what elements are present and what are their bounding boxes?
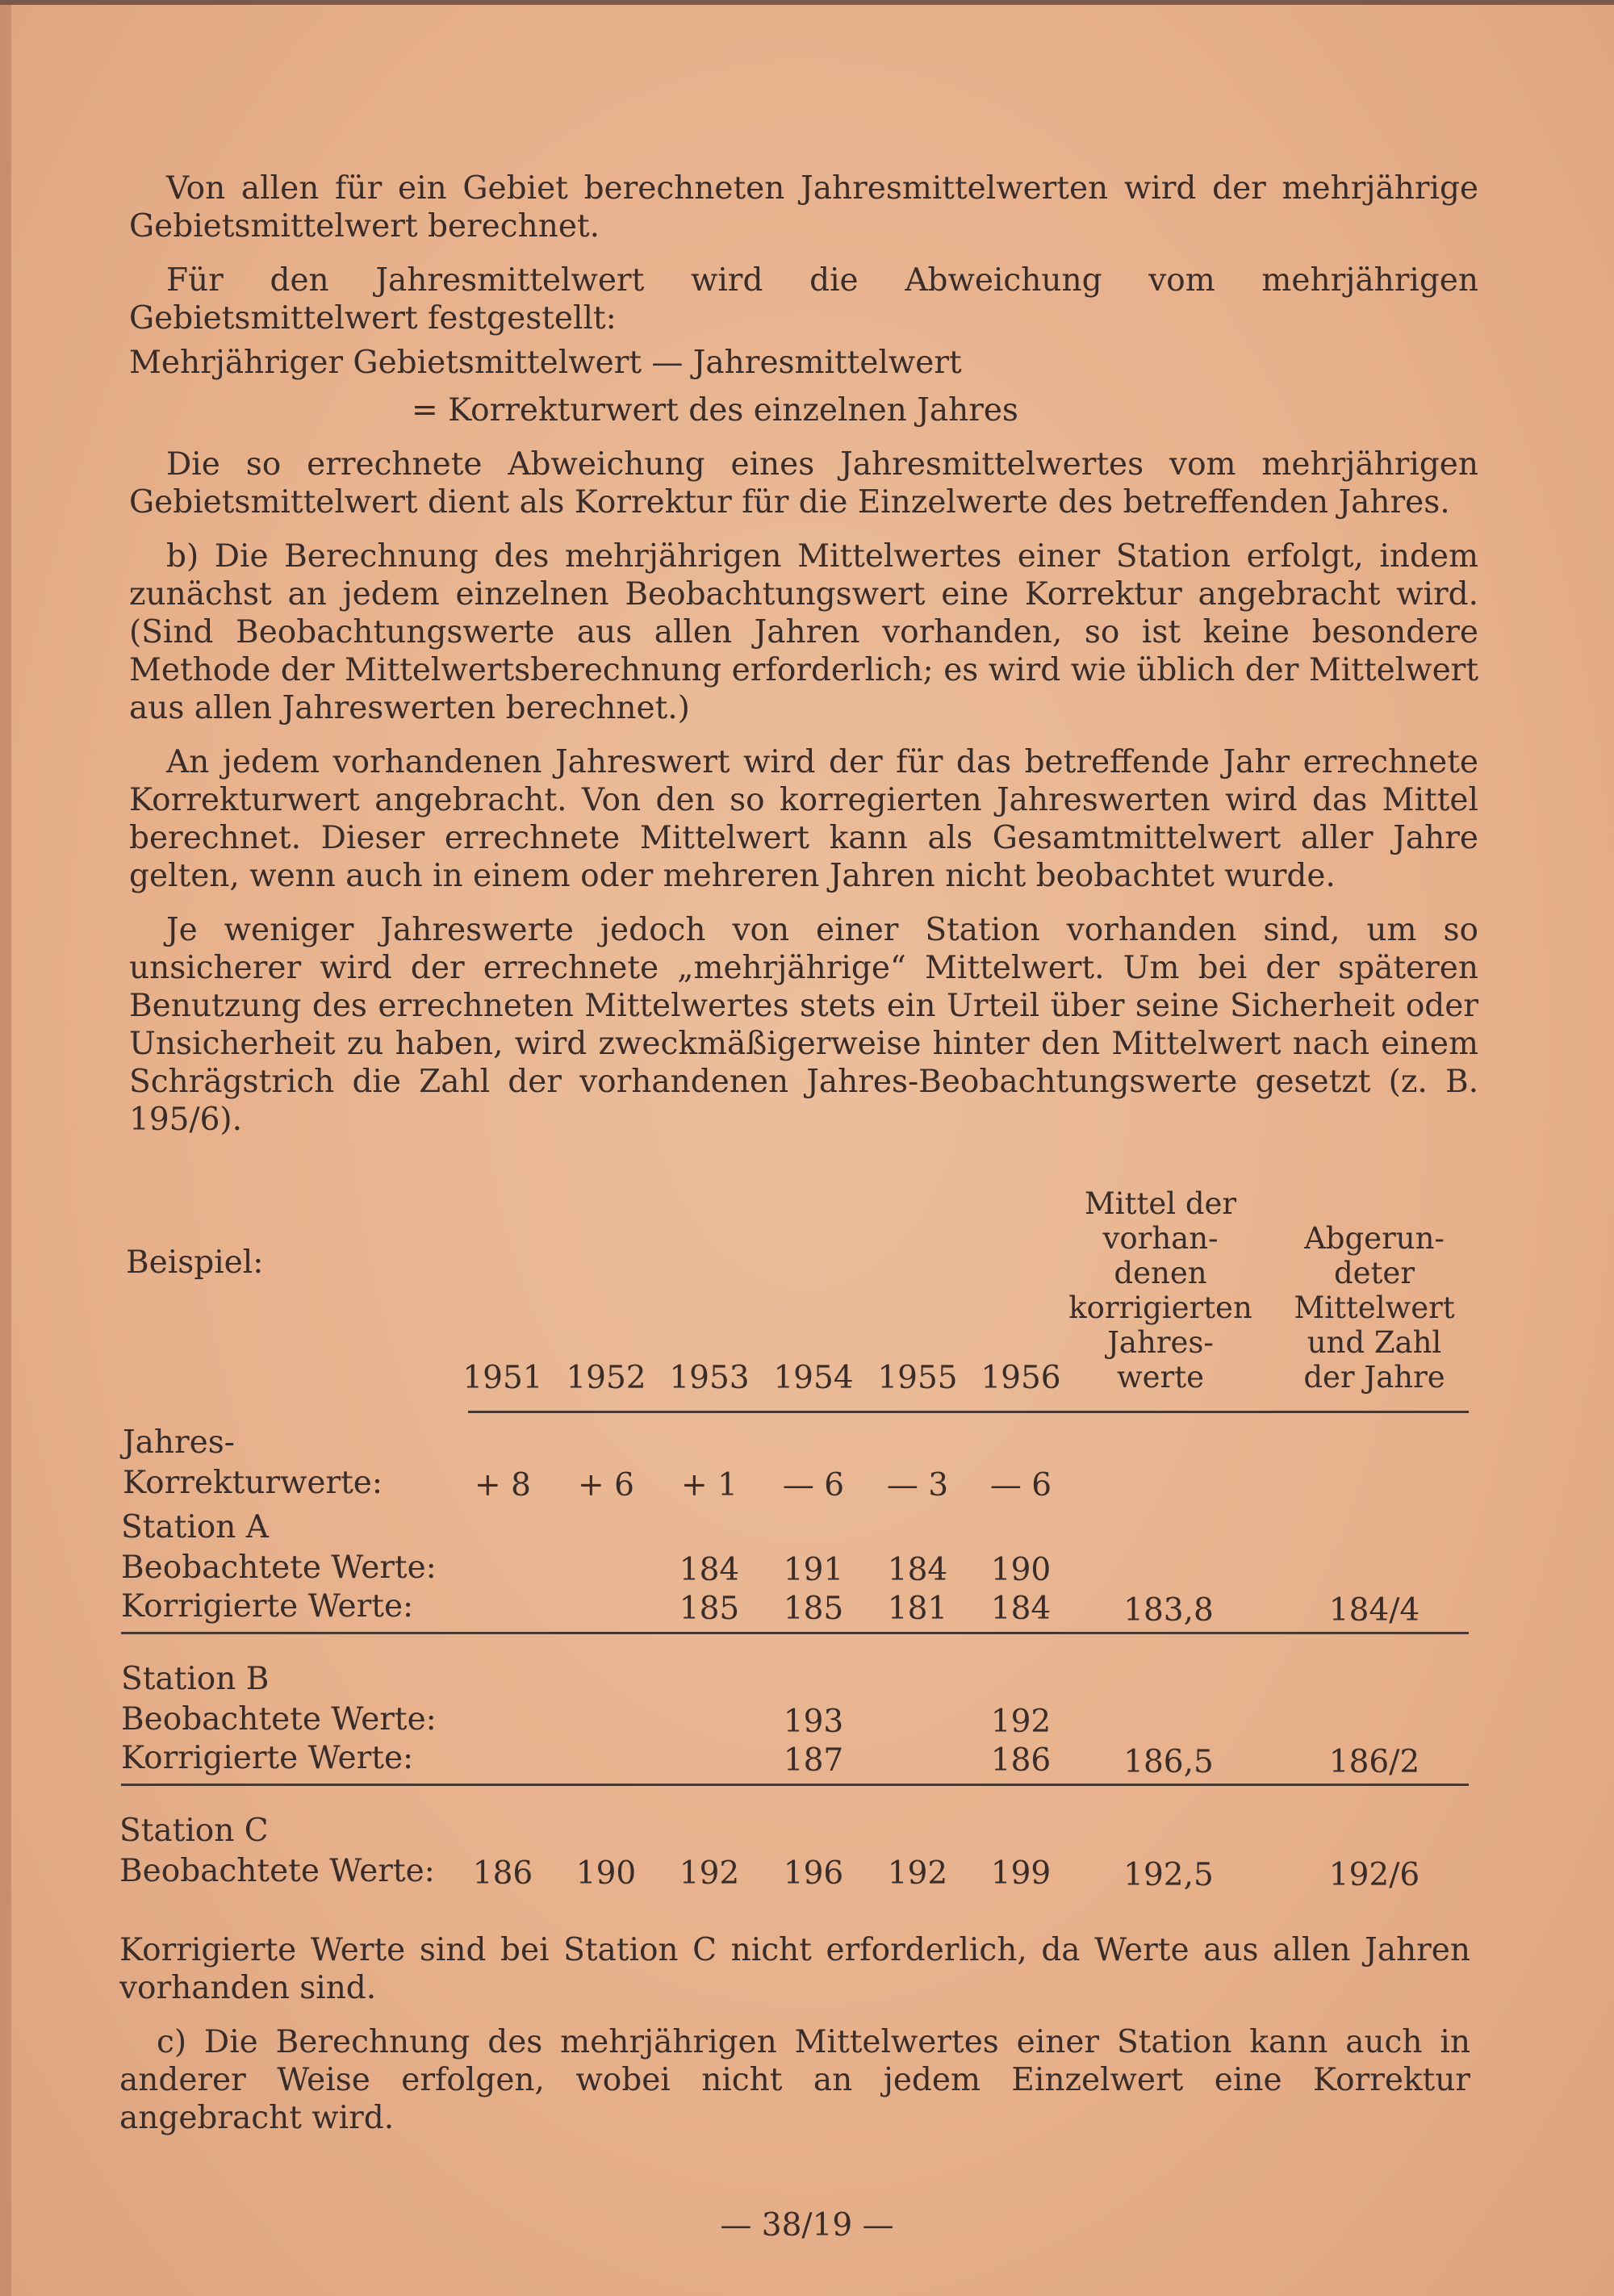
paragraph-3: Die so errechnete Abweichung eines Jahresmittelwertes vom mehrjährigen Gebietsmittelwert dient als Korrektur für die Einzelwerte des betreffenden Jahres.	[129, 446, 1478, 521]
paragraph-5: An jedem vorhandenen Jahreswert wird der für das betreffende Jahr errechnete Korrekturwert angebracht. Von den so korregierten Jahreswerten wird das Mittel berechnet. Dieser errechnete Mittelwert kann als Gesamtmittelwert aller Jahre gelten, wenn auch in einem oder mehreren Jahren nicht beobachtet wurde.	[129, 744, 1478, 894]
station-b-beob-value: 193	[783, 1704, 844, 1740]
page-top-edge	[0, 0, 1614, 5]
station-c-name: Station C	[119, 1813, 269, 1849]
page-number: — 38/19 —	[720, 2207, 894, 2244]
korrektur-value: — 6	[989, 1467, 1052, 1503]
abgerundet-column-header	[1273, 1221, 1475, 1395]
mittel-header-line: korrigierten	[1068, 1290, 1252, 1325]
station-b-name: Station B	[121, 1661, 270, 1697]
formula-line-2: = Korrekturwert des einzelnen Jahres	[412, 392, 1018, 429]
station-c-abger: 192/6	[1328, 1857, 1420, 1893]
header-rule	[468, 1411, 1469, 1413]
station-a-korr-value: 184	[990, 1591, 1052, 1627]
station-a-beob-value: 191	[783, 1552, 844, 1588]
station-a-beob-value: 190	[990, 1552, 1052, 1588]
korrektur-label-2: Korrekturwerte:	[123, 1465, 383, 1501]
paragraph-2: Für den Jahresmittelwert wird die Abweichung vom mehrjährigen Gebietsmittelwert festgestellt:	[129, 262, 1478, 337]
station-a-korr-value: 181	[887, 1591, 948, 1627]
station-a-name: Station A	[121, 1509, 269, 1545]
formula-line-1: Mehrjähriger Gebietsmittelwert — Jahresmittelwert	[129, 345, 962, 381]
beispiel-label: Beispiel:	[126, 1244, 264, 1281]
example-table	[119, 1186, 1475, 1897]
station-c-beob-value: 190	[575, 1855, 637, 1892]
station-b-beob-label: Beobachtete Werte:	[121, 1701, 437, 1738]
station-a-beob-value: 184	[679, 1552, 740, 1588]
station-b-korr-label: Korrigierte Werte:	[121, 1740, 414, 1776]
year-header: 1952	[566, 1360, 646, 1396]
korrektur-value: — 3	[886, 1467, 949, 1503]
year-header: 1955	[877, 1360, 958, 1396]
station-c-mittel: 192,5	[1123, 1857, 1214, 1893]
year-header: 1954	[773, 1360, 854, 1396]
abger-header-line: Mittelwert	[1294, 1290, 1455, 1325]
korrektur-label-1: Jahres-	[123, 1424, 235, 1461]
station-c-beob-label: Beobachtete Werte:	[119, 1853, 435, 1889]
korrektur-value: — 6	[782, 1467, 845, 1503]
station-b-mittel: 186,5	[1123, 1744, 1214, 1780]
station-a-mittel: 183,8	[1123, 1592, 1214, 1629]
station-a-korr-label: Korrigierte Werte:	[121, 1588, 414, 1625]
abger-header-line: Abgerun-	[1304, 1221, 1445, 1256]
station-b-abger: 186/2	[1328, 1744, 1420, 1780]
mittel-header-line: Jahres-	[1107, 1325, 1214, 1360]
station-a-beob-label: Beobachtete Werte:	[121, 1549, 437, 1586]
station-a-abger: 184/4	[1328, 1592, 1420, 1629]
mittel-column-header	[1057, 1186, 1264, 1395]
station-c-beob-value: 192	[887, 1855, 948, 1892]
abger-header-line: und Zahl	[1307, 1325, 1442, 1360]
paragraph-4: b) Die Berechnung des mehrjährigen Mittelwertes einer Station erfolgt, indem zunächst an jedem einzelnen Beobachtungswert eine Korrektur angebracht wird. (Sind Beobachtungswerte aus allen Jahren vorhanden, so ist keine besondere Methode der Mittelwertsberechnung erforderlich; es wird wie üblich der Mittelwert aus allen Jahreswerten berechnet.)	[129, 538, 1478, 726]
station-b-rule	[121, 1784, 1469, 1786]
station-c-beob-value: 199	[990, 1855, 1052, 1892]
year-header: 1953	[669, 1360, 750, 1396]
station-a-rule	[121, 1632, 1469, 1634]
station-a-korr-value: 185	[783, 1591, 844, 1627]
paragraph-7: Korrigierte Werte sind bei Station C nicht erforderlich, da Werte aus allen Jahren vorhanden sind.	[119, 1932, 1470, 2006]
paragraph-1: Von allen für ein Gebiet berechneten Jahresmittelwerten wird der mehrjährige Gebietsmittelwert berechnet.	[129, 170, 1478, 245]
station-c-beob-value: 186	[472, 1855, 533, 1892]
korrektur-value: + 8	[475, 1467, 531, 1503]
abger-header-line: deter	[1333, 1256, 1415, 1290]
abger-header-line: der Jahre	[1303, 1360, 1445, 1395]
station-a-beob-value: 184	[887, 1552, 948, 1588]
korrektur-value: + 6	[578, 1467, 634, 1503]
station-b-beob-value: 192	[990, 1704, 1052, 1740]
mittel-header-line: Mittel der	[1084, 1186, 1237, 1221]
lower-text-block	[119, 1931, 1470, 2137]
station-c-beob-value: 192	[679, 1855, 740, 1892]
paragraph-8: c) Die Berechnung des mehrjährigen Mittelwertes einer Station kann auch in anderer Weise erfolgen, wobei nicht an jedem Einzelwert eine Korrektur angebracht wird.	[119, 2024, 1470, 2136]
station-a-korr-value: 185	[679, 1591, 740, 1627]
korrektur-value: + 1	[681, 1467, 738, 1503]
station-b-korr-value: 186	[990, 1742, 1052, 1779]
upper-text-block	[129, 169, 1478, 1139]
station-b-korr-value: 187	[783, 1742, 844, 1779]
year-header: 1951	[462, 1360, 543, 1396]
mittel-header-line: werte	[1116, 1360, 1205, 1395]
paragraph-6: Je weniger Jahreswerte jedoch von einer Station vorhanden sind, um so unsicherer wird der errechnete „mehrjährige“ Mittelwert. Um bei der späteren Benutzung des errechneten Mittelwertes stets ein Urteil über seine Sicherheit oder Unsicherheit zu haben, wird zweckmäßigerweise hinter den Mittelwert nach einem Schrägstrich die Zahl der vorhandenen Jahres-Beobachtungswerte gesetzt (z. B. 195/6).	[129, 912, 1478, 1138]
page-left-edge	[0, 0, 11, 2296]
mittel-header-line: vorhan-	[1102, 1221, 1219, 1256]
mittel-header-line: denen	[1114, 1256, 1207, 1290]
year-header: 1956	[981, 1360, 1061, 1396]
station-c-beob-value: 196	[783, 1855, 844, 1892]
